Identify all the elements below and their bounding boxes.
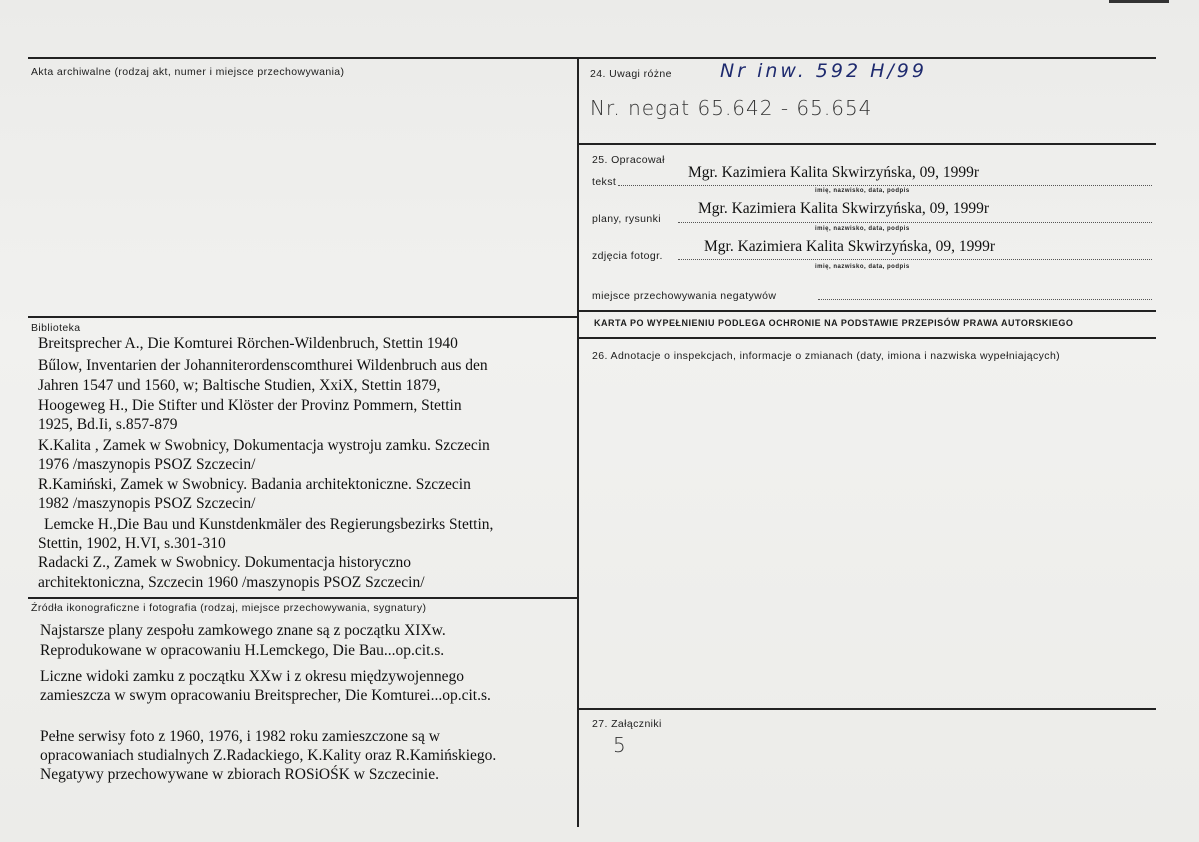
zalaczniki-value: 5 (613, 733, 627, 757)
zrodla-label: Źródła ikonograficzne i fotografia (rodzaj, miejsce przechowywania, sygnatury) (31, 602, 427, 614)
zdjecia-dotted-line (678, 259, 1152, 260)
center-divider (577, 57, 579, 827)
miejsce-label: miejsce przechowywania negatywów (592, 290, 777, 302)
zrodla-line: opracowaniach studialnych Z.Radackiego, K.Kality oraz R.Kamińskiego. (40, 747, 497, 764)
tekst-value: Mgr. Kazimiera Kalita Skwirzyńska, 09, 1999r (688, 164, 979, 181)
miejsce-dotted-line (818, 299, 1152, 300)
plany-dotted-line (678, 222, 1152, 223)
biblioteka-label: Biblioteka (31, 322, 81, 334)
biblioteka-line: architektoniczna, Szczecin 1960 /maszynopis PSOZ Szczecin/ (38, 574, 425, 591)
zrodla-line: Liczne widoki zamku z początku XXw i z okresu międzywojennego (40, 668, 464, 685)
biblioteka-line: Breitsprecher A., Die Komturei Rörchen-Wildenbruch, Stettin 1940 (38, 335, 458, 352)
biblioteka-line: 1976 /maszynopis PSOZ Szczecin/ (38, 456, 256, 473)
uwagi-handwritten-negatives: Nr. negat 65.642 - 65.654 (590, 96, 873, 120)
zrodla-line: Najstarsze plany zespołu zamkowego znane są z początku XIXw. (40, 622, 446, 639)
zrodla-divider (28, 597, 577, 599)
biblioteka-line: K.Kalita , Zamek w Swobnicy, Dokumentacja wystroju zamku. Szczecin (38, 437, 490, 454)
biblioteka-line: 1925, Bd.Ii, s.857-879 (38, 416, 178, 433)
uwagi-handwritten-inventory: Nr inw. 592 H/99 (720, 60, 927, 82)
zdjecia-caption: imię, nazwisko, data, podpis (815, 264, 910, 270)
adnotacje-divider (577, 337, 1156, 339)
adnotacje-label: 26. Adnotacje o inspekcjach, informacje o zmianach (daty, imiona i nazwiska wypełniających) (592, 350, 1061, 362)
biblioteka-line: Bűlow, Inventarien der Johanniterordenscomthurei Wildenbruch aus den (38, 357, 488, 374)
biblioteka-line: Jahren 1547 und 1560, w; Baltische Studien, XxiX, Stettin 1879, (38, 377, 441, 394)
biblioteka-line: Stettin, 1902, H.VI, s.301-310 (38, 535, 226, 552)
zalaczniki-label: 27. Załączniki (592, 718, 662, 730)
akta-label: Akta archiwalne (rodzaj akt, numer i miejsce przechowywania) (31, 66, 345, 78)
uwagi-label: 24. Uwagi różne (590, 68, 672, 80)
plany-value: Mgr. Kazimiera Kalita Skwirzyńska, 09, 1999r (698, 200, 989, 217)
zrodla-line: Pełne serwisy foto z 1960, 1976, i 1982 roku zamieszczone są w (40, 728, 440, 745)
scan-edge-mark (1109, 0, 1169, 3)
biblioteka-line: R.Kamiński, Zamek w Swobnicy. Badania architektoniczne. Szczecin (38, 476, 471, 493)
top-border (28, 57, 1156, 59)
zdjecia-label: zdjęcia fotogr. (592, 250, 663, 262)
karta-notice: KARTA PO WYPEŁNIENIU PODLEGA OCHRONIE NA PODSTAWIE PRZEPISÓW PRAWA AUTORSKIEGO (594, 318, 1074, 328)
biblioteka-line: Hoogeweg H., Die Stifter und Klöster der Provinz Pommern, Stettin (38, 397, 462, 414)
opracowal-divider (577, 143, 1156, 145)
biblioteka-line: Radacki Z., Zamek w Swobnicy. Dokumentacja historyczno (38, 554, 412, 571)
zalaczniki-divider (577, 708, 1156, 710)
zdjecia-value: Mgr. Kazimiera Kalita Skwirzyńska, 09, 1999r (704, 238, 995, 255)
biblioteka-divider (28, 316, 577, 318)
zrodla-line: Reprodukowane w opracowaniu H.Lemckego, Die Bau...op.cit.s. (40, 642, 445, 659)
karta-top-divider (577, 310, 1156, 312)
tekst-caption: imię, nazwisko, data, podpis (815, 188, 910, 194)
opracowal-label: 25. Opracował (592, 154, 665, 166)
zrodla-line: zamieszcza w swym opracowaniu Breitsprecher, Die Komturei...op.cit.s. (40, 687, 491, 704)
plany-label: plany, rysunki (592, 213, 662, 225)
tekst-dotted-line (618, 185, 1152, 186)
biblioteka-line: 1982 /maszynopis PSOZ Szczecin/ (38, 495, 256, 512)
tekst-label: tekst (592, 176, 617, 188)
biblioteka-line: Lemcke H.,Die Bau und Kunstdenkmäler des Regierungsbezirks Stettin, (44, 516, 494, 533)
zrodla-line: Negatywy przechowywane w zbiorach ROSiOŚK w Szczecinie. (40, 766, 439, 783)
plany-caption: imię, nazwisko, data, podpis (815, 226, 910, 232)
